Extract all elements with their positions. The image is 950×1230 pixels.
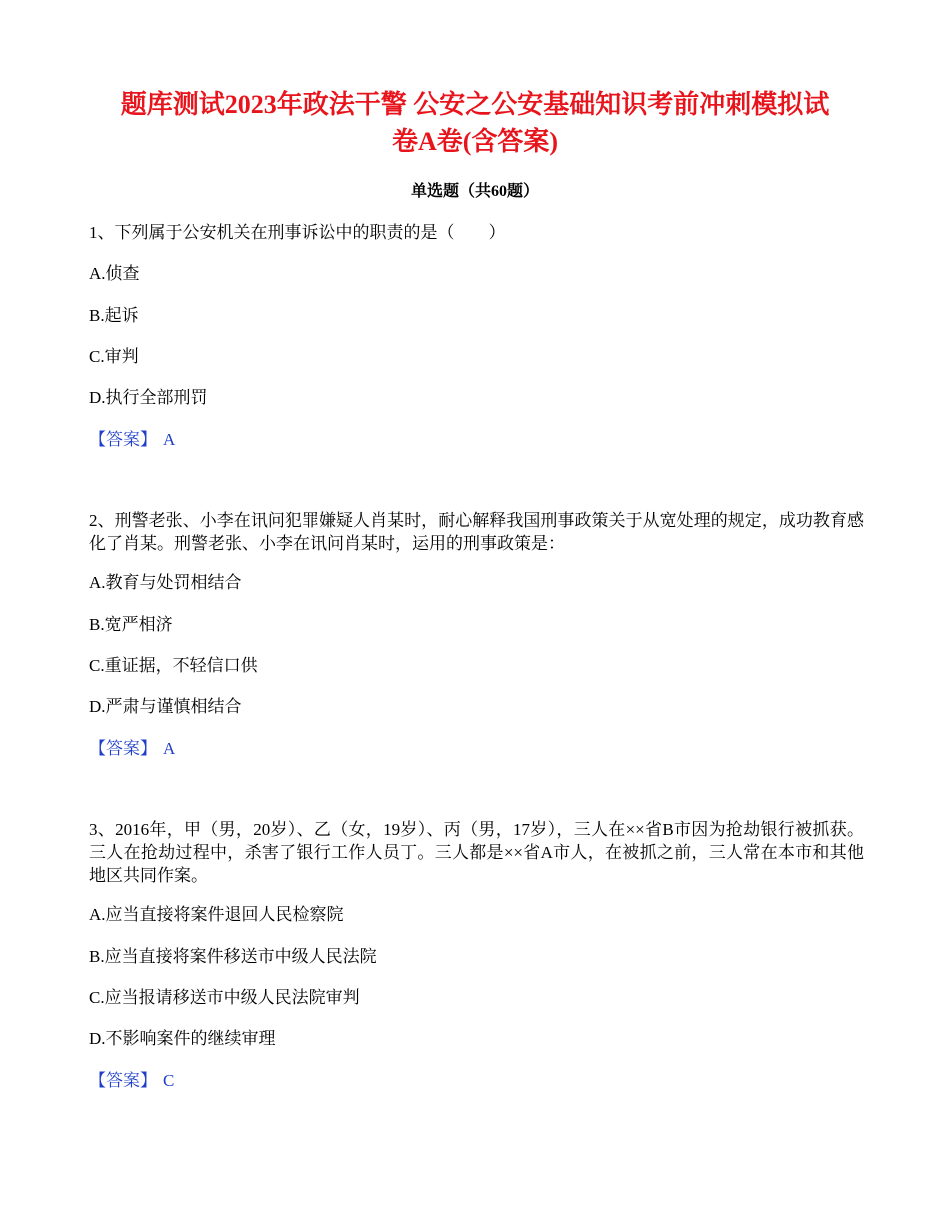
answer-value: A [163,430,176,449]
question-3-option-a: A.应当直接将案件退回人民检察院 [89,905,344,924]
answer-label: 【答案】 [89,430,157,449]
question-3-stem: 3、2016年，甲（男，20岁）、乙（女，19岁）、丙（男，17岁），三人在××省B市因为抢劫银行被抓获。三人在抢劫过程中，杀害了银行工作人员丁。三人都是××省A市人，在被抓之前，三人常在本市和其他地区共同作案。 [89,820,864,885]
answer-value: A [163,739,176,758]
answer-value: C [163,1071,175,1090]
question-3-option-d: D.不影响案件的继续审理 [89,1029,276,1048]
question-1-stem: 1、下列属于公安机关在刑事诉讼中的职责的是（ ） [89,223,506,242]
answer-label: 【答案】 [89,1071,157,1090]
question-3-answer [89,1069,174,1092]
question-3-option-b: B.应当直接将案件移送市中级人民法院 [89,947,377,966]
document-title [80,86,870,160]
section-heading: 单选题（共60题） [410,183,539,200]
question-1-option-b: B.起诉 [89,306,139,325]
question-2-option-a: A.教育与处罚相结合 [89,573,242,592]
question-2-option-b: B.宽严相济 [89,615,173,634]
title-line-1: 题库测试2023年政法干警 公安之公安基础知识考前冲刺模拟试 [120,90,830,119]
question-1-answer [89,428,175,451]
question-1-option-a: A.侦查 [89,264,140,283]
question-1-option-c: C.审判 [89,347,139,366]
question-1-option-d: D.执行全部刑罚 [89,388,208,407]
question-2-answer [89,737,175,760]
title-line-2: 卷A卷(含答案) [391,127,559,156]
question-2-stem: 2、刑警老张、小李在讯问犯罪嫌疑人肖某时，耐心解释我国刑事政策关于从宽处理的规定，成功教育感化了肖某。刑警老张、小李在讯问肖某时，运用的刑事政策是： [89,511,864,553]
question-2-option-d: D.严肃与谨慎相结合 [89,697,242,716]
question-3-option-c: C.应当报请移送市中级人民法院审判 [89,988,360,1007]
question-2-option-c: C.重证据，不轻信口供 [89,656,258,675]
answer-label: 【答案】 [89,739,157,758]
